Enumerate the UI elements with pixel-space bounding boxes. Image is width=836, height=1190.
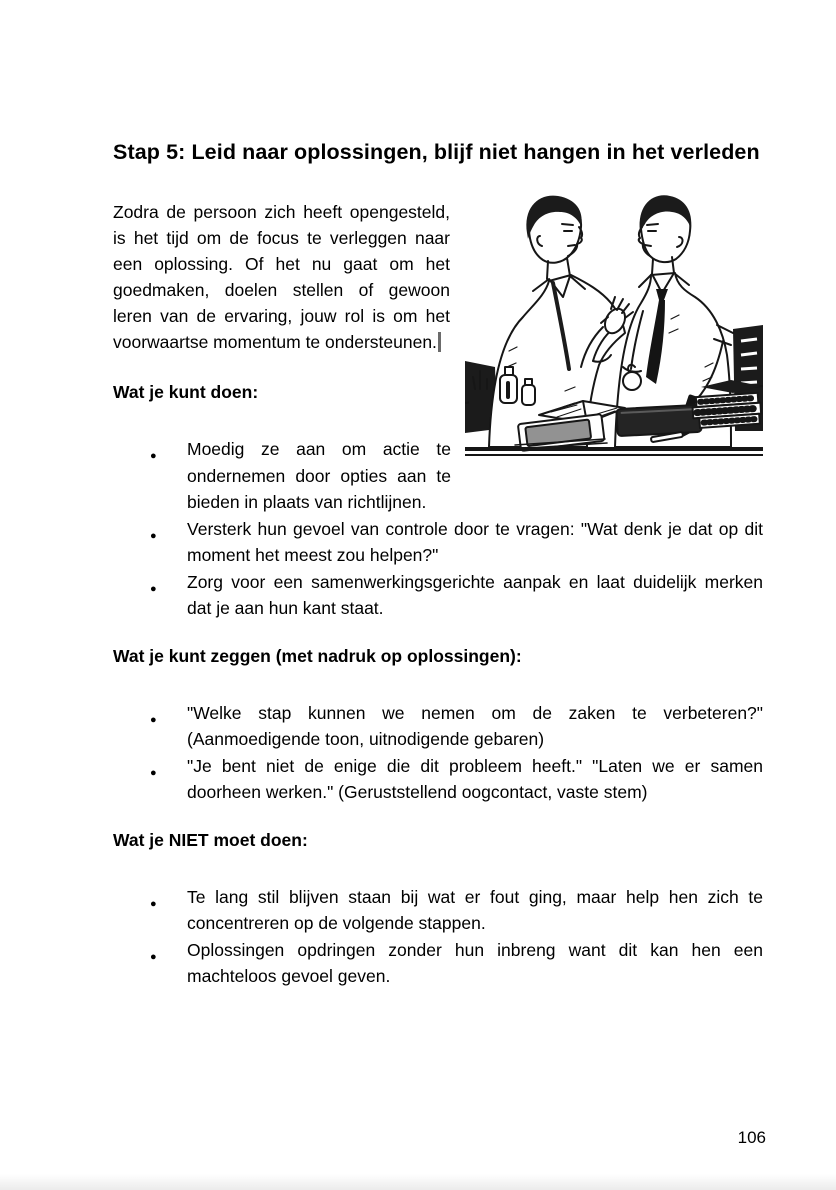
page-number: 106 xyxy=(737,1128,766,1147)
list-item[interactable]: ● Moedig ze aan om actie te ondernemen door opties aan te bieden in plaats van richtlijnen. xyxy=(113,436,763,516)
intro-paragraph[interactable] xyxy=(113,199,450,355)
list-item[interactable]: ● Te lang stil blijven staan bij wat er fout ging, maar help hen zich te concentreren op de volgende stappen. xyxy=(113,884,763,937)
page-title[interactable]: Stap 5: Leid naar oplossingen, blijf niet hangen in het verleden xyxy=(113,140,760,164)
bullet-list-what-not-to-do xyxy=(113,884,763,990)
section-heading-what-not-to-do[interactable]: Wat je NIET moet doen: xyxy=(113,829,308,850)
section-heading-what-you-can-do[interactable]: Wat je kunt doen: xyxy=(113,382,259,402)
bullet-list-what-you-can-say xyxy=(113,700,763,806)
section-heading-what-you-can-say[interactable]: Wat je kunt zeggen (met nadruk op oplossingen): xyxy=(113,645,522,666)
intro-section xyxy=(113,199,763,403)
intro-text: Zodra de persoon zich heeft opengesteld, is het tijd om de focus te verleggen naar een oplossing. Of het nu gaat om het goedmaken, doelen stellen of gewoon leren van de ervaring, jouw rol is om het voorwaartse momentum te ondersteunen. xyxy=(113,202,450,352)
text-cursor xyxy=(438,332,441,352)
list-item[interactable]: ● "Je bent niet de enige die dit probleem heeft." "Laten we er samen doorheen werken." (Geruststellend oogcontact, vaste stem) xyxy=(113,753,763,806)
list-item[interactable]: ● Oplossingen opdringen zonder hun inbreng want dit kan hen een machteloos gevoel geven. xyxy=(113,937,763,990)
two-businessmen-talking-at-desk-illustration[interactable] xyxy=(465,191,763,456)
page-bottom-edge xyxy=(0,1174,836,1190)
list-item[interactable]: ● Versterk hun gevoel van controle door te vragen: "Wat denk je dat op dit moment het meest zou helpen?" xyxy=(113,516,763,569)
list-item[interactable]: ● "Welke stap kunnen we nemen om de zaken te verbeteren?" (Aanmoedigende toon, uitnodigende gebaren) xyxy=(113,700,763,753)
bullet-list-what-you-can-do xyxy=(113,436,763,622)
list-item[interactable]: ● Zorg voor een samenwerkingsgerichte aanpak en laat duidelijk merken dat je aan hun kant staat. xyxy=(113,569,763,622)
